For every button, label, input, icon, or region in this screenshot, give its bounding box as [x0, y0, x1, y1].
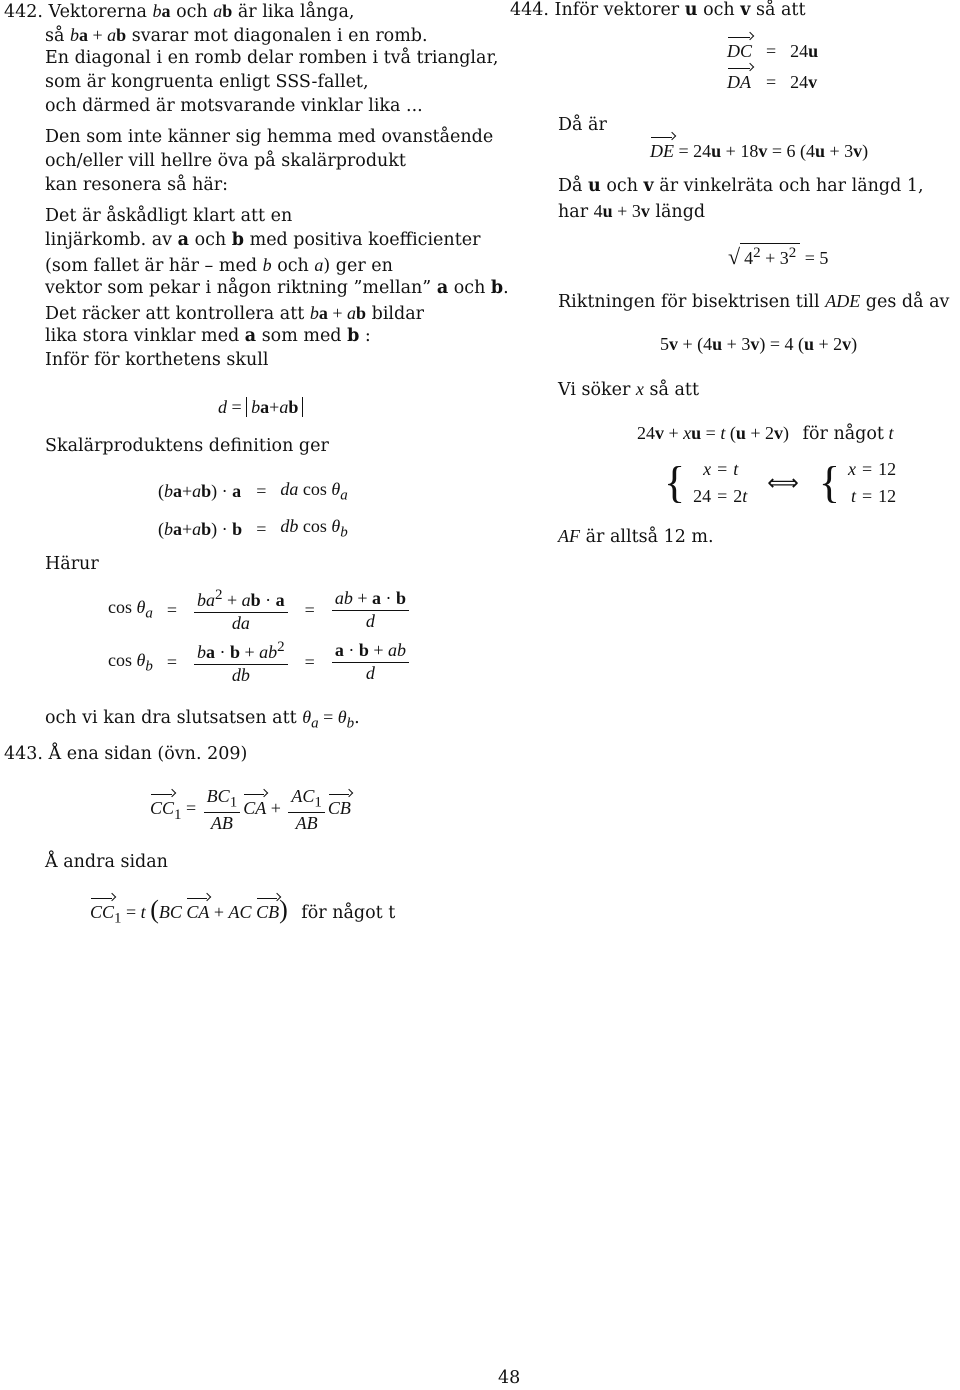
p442-line5: och därmed är motsvarande vinklar lika ...	[45, 96, 423, 116]
p444-eq-def: DC = 24u DA = 24v	[727, 41, 819, 92]
p442-line14: lika stora vinklar med a som med b :	[45, 326, 371, 346]
p444-vi: Vi söker x så att	[558, 379, 699, 400]
p444-eq-t: 24v + xu = t (u + 2v) för något t	[637, 423, 894, 444]
p444-title: 444. Inför vektorer u och v så att	[510, 0, 806, 20]
p443-andra: Å andra sidan	[45, 852, 168, 872]
p444-af: AF är alltså 12 m.	[558, 526, 714, 547]
p443-eq1: $CC_1$ = $\frac{BC_1}{AB}$ CA + $\frac{AC_1}{AB}$ CB	[150, 786, 351, 833]
p442-title: 442. Vektorerna ba och ab är lika långa,	[4, 1, 355, 22]
p442-line8: kan resonera så här:	[45, 175, 229, 195]
p444-perp: Då u och v är vinkelräta och har längd 1,	[558, 176, 924, 196]
p442-eq-cos: $\cos \theta_a$ = $\frac{ba^2 + ab \cdot a}{da}$ = $\frac{ab + a \cdot b}{d}$ $\cos \theta_b$ = $\frac{ba \cdot b + ab^2}{db}$ = $\frac{a \cdot b + ab}{d}$	[108, 586, 412, 686]
p442-line3: En diagonal i en romb delar romben i två trianglar,	[45, 48, 499, 68]
p442-line11: (som fallet är här – med b och a) ger en	[45, 255, 393, 276]
p442-conclusion: och vi kan dra slutsatsen att $\theta_a = \theta_b$.	[45, 707, 360, 732]
p442-line15: Inför för korthetens skull	[45, 350, 269, 370]
p442-line12: vektor som pekar i någon riktning ”mellan” a och b.	[45, 278, 509, 298]
p442-harur: Härur	[45, 554, 99, 574]
p444-len: har 4u + 3v längd	[558, 201, 706, 222]
p442-line16: Skalärproduktens definition ger	[45, 436, 329, 456]
p444-da-ar: Då är	[558, 115, 607, 135]
page-number: 48	[498, 1368, 521, 1388]
p444-dir: Riktningen för bisektrisen till ADE ges då av	[558, 291, 950, 312]
p444-eq-sqrt: √ $4^2 + 3^2 = 5$	[728, 244, 829, 269]
p443-eq2: $CC_1 = t$ (BC CA + AC CB) för något t	[90, 895, 396, 927]
p442-line2: så ba + ab svarar mot diagonalen i en romb.	[45, 25, 428, 46]
p442-line6: Den som inte känner sig hemma med ovanstående	[45, 127, 494, 147]
p444-eq-bis: 5v + (4u + 3v) = 4 (u + 2v)	[660, 334, 858, 354]
p442-line4: som är kongruenta enligt SSS-fallet,	[45, 72, 369, 92]
p442-line9: Det är åskådligt klart att en	[45, 206, 293, 226]
p442-line7: och/eller vill hellre öva på skalärprodukt	[45, 151, 406, 171]
p444-eq-system: { x = t 24 = 2t ⟺ { x = 12 t = 12	[664, 457, 897, 507]
p442-eq-scalar: (ba+ab) · a = da $\cos \theta_a$ (ba+ab) · b = db $\cos \theta_b$	[158, 479, 348, 541]
p442-eq-d: d = ba+ab	[218, 396, 303, 419]
p443-title: 443. Å ena sidan (övn. 209)	[4, 744, 248, 764]
p442-line10: linjärkomb. av a och b med positiva koefficienter	[45, 230, 481, 250]
p442-line13: Det räcker att kontrollera att ba + ab bildar	[45, 303, 425, 324]
p444-eq-de: DE = 24u + 18v = 6 (4u + 3v)	[650, 141, 869, 161]
